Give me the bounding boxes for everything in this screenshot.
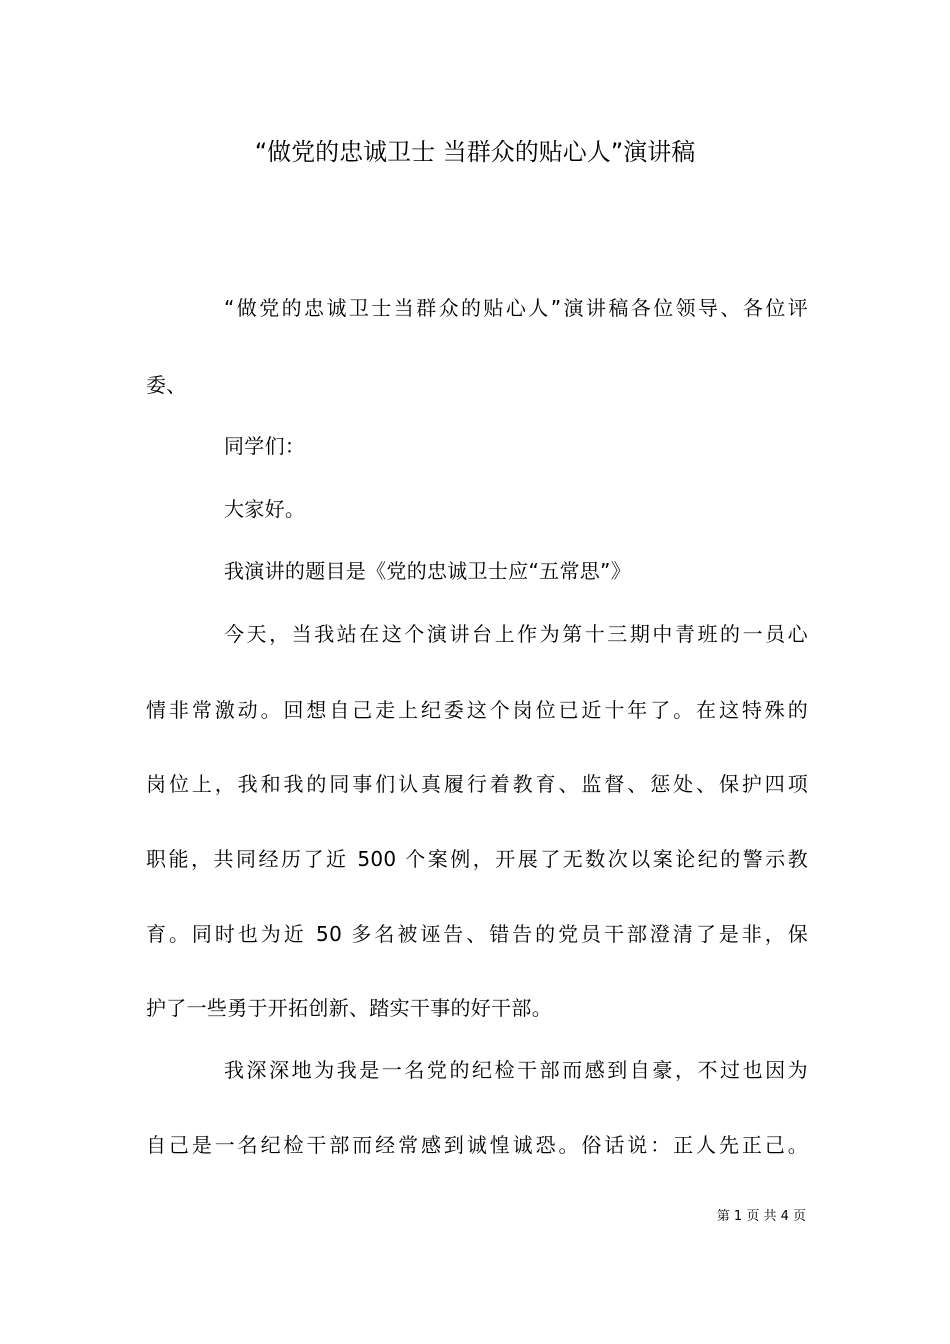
paragraph-line: 我深深地为我是一名党的纪检干部而感到自豪，不过也因为 [224, 1058, 808, 1082]
page-footer: 第 1 页 共 4 页 [716, 1209, 806, 1224]
paragraph-line: 职能，共同经历了近 500 个案例，开展了无数次以案论纪的警示教 [146, 847, 808, 871]
paragraph-line: 今天，当我站在这个演讲台上作为第十三期中青班的一员心 [224, 622, 808, 646]
paragraph-line: 我演讲的题目是《党的忠诚卫士应“五常思”》 [224, 559, 632, 583]
paragraph-line: 护了一些勇于开拓创新、踏实干事的好干部。 [146, 996, 552, 1020]
paragraph-line: “做党的忠诚卫士当群众的贴心人”演讲稿各位领导、各位评 [224, 296, 808, 320]
paragraph-line: 大家好。 [224, 497, 306, 521]
paragraph-line: 岗位上，我和我的同事们认真履行着教育、监督、惩处、保护四项 [146, 772, 808, 796]
paragraph-line: 委、 [146, 373, 187, 397]
paragraph-line: 同学们： [224, 434, 306, 458]
document-title: “做党的忠诚卫士 当群众的贴心人”演讲稿 [254, 138, 696, 166]
paragraph-line: 情非常激动。回想自己走上纪委这个岗位已近十年了。在这特殊的 [146, 698, 808, 722]
paragraph-line: 育。同时也为近 50 多名被诬告、错告的党员干部澄清了是非，保 [146, 922, 808, 946]
paragraph-line: 自己是一名纪检干部而经常感到诚惶诚恐。俗话说：正人先正己。 [146, 1133, 808, 1157]
